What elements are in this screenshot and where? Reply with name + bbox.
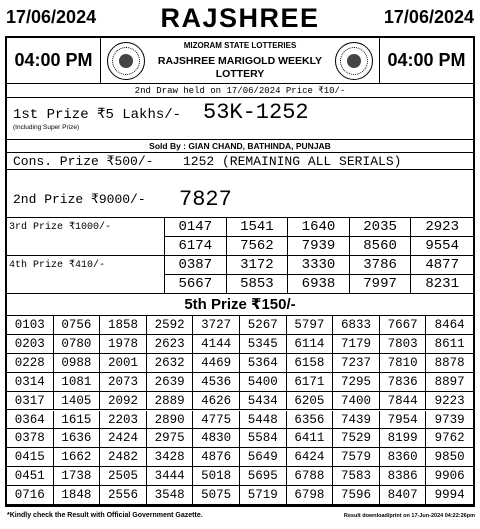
fourth-prize-label: 4th Prize ₹410/- xyxy=(7,256,165,294)
fourth-prize-numbers xyxy=(165,256,473,294)
prize-number: 6205 xyxy=(287,392,334,411)
prize-number: 0103 xyxy=(7,316,54,335)
first-prize-note: (Including Super Prize) xyxy=(13,124,80,131)
prize-number: 2639 xyxy=(147,373,194,392)
prize-number: 7237 xyxy=(333,354,380,373)
prize-number: 6114 xyxy=(287,335,334,354)
prize-number: 3428 xyxy=(147,448,194,467)
state-seal-icon xyxy=(107,42,145,80)
prize-number: 2424 xyxy=(100,429,147,448)
prize-number: 7939 xyxy=(288,237,350,256)
prize-number: 9762 xyxy=(426,429,473,448)
prize-number: 5400 xyxy=(240,373,287,392)
prize-number: 2556 xyxy=(100,486,147,505)
prize-number: 3172 xyxy=(227,256,289,275)
prize-number: 0317 xyxy=(7,392,54,411)
prize-number: 2623 xyxy=(147,335,194,354)
prize-number: 3444 xyxy=(147,467,194,486)
prize-number: 4775 xyxy=(193,411,240,430)
prize-number: 7810 xyxy=(380,354,427,373)
prize-number: 8199 xyxy=(380,429,427,448)
prize-number: 6788 xyxy=(287,467,334,486)
prize-number: 8231 xyxy=(411,275,473,294)
prize-number: 2482 xyxy=(100,448,147,467)
prize-number: 6833 xyxy=(333,316,380,335)
prize-number: 2001 xyxy=(100,354,147,373)
prize-number: 7803 xyxy=(380,335,427,354)
prize-number: 4469 xyxy=(193,354,240,373)
prize-number: 0147 xyxy=(165,218,227,237)
prize-number: 1848 xyxy=(54,486,101,505)
prize-number: 0378 xyxy=(7,429,54,448)
prize-number: 0415 xyxy=(7,448,54,467)
second-prize-number: 7827 xyxy=(179,187,232,212)
prize-number: 7596 xyxy=(333,486,380,505)
prize-number: 3548 xyxy=(147,486,194,505)
prize-number: 3330 xyxy=(288,256,350,275)
prize-number: 6411 xyxy=(287,429,334,448)
prize-number: 3727 xyxy=(193,316,240,335)
prize-number: 6158 xyxy=(287,354,334,373)
draw-time-right: 04:00 PM xyxy=(379,38,473,83)
prize-number: 0756 xyxy=(54,316,101,335)
lottery-name: RAJSHREE MARIGOLD WEEKLY LOTTERY xyxy=(157,55,323,80)
prize-number: 6798 xyxy=(287,486,334,505)
prize-number: 6424 xyxy=(287,448,334,467)
state-seal-icon xyxy=(335,42,373,80)
gazette-note: *Kindly check the Result with Official Government Gazette. xyxy=(7,512,203,519)
prize-number: 5667 xyxy=(165,275,227,294)
prize-number: 0716 xyxy=(7,486,54,505)
prize-number: 4877 xyxy=(411,256,473,275)
prize-number: 5719 xyxy=(240,486,287,505)
prize-number: 7400 xyxy=(333,392,380,411)
print-info: Result download/print on 17-Jun-2024 04:22:26pm xyxy=(343,513,475,519)
prize-number: 5584 xyxy=(240,429,287,448)
prize-number: 5075 xyxy=(193,486,240,505)
prize-number: 2889 xyxy=(147,392,194,411)
third-prize-numbers xyxy=(165,218,473,256)
prize-number: 7179 xyxy=(333,335,380,354)
prize-number: 0314 xyxy=(7,373,54,392)
first-prize-row xyxy=(7,98,473,140)
prize-number: 7439 xyxy=(333,411,380,430)
prize-number: 6171 xyxy=(287,373,334,392)
prize-number: 9850 xyxy=(426,448,473,467)
prize-number: 2632 xyxy=(147,354,194,373)
prize-number: 5853 xyxy=(227,275,289,294)
prize-number: 5695 xyxy=(240,467,287,486)
top-bar xyxy=(0,0,480,36)
prize-number: 9994 xyxy=(426,486,473,505)
prize-number: 4830 xyxy=(193,429,240,448)
prize-number: 7844 xyxy=(380,392,427,411)
prize-number: 0228 xyxy=(7,354,54,373)
prize-number: 1541 xyxy=(227,218,289,237)
prize-number: 5448 xyxy=(240,411,287,430)
prize-number: 7667 xyxy=(380,316,427,335)
draw-date-right: 17/06/2024 xyxy=(383,7,474,27)
lottery-header xyxy=(7,38,473,84)
prize-number: 1636 xyxy=(54,429,101,448)
draw-date-left: 17/06/2024 xyxy=(6,7,97,27)
fourth-prize-row xyxy=(7,256,473,294)
prize-number: 0387 xyxy=(165,256,227,275)
prize-number: 4536 xyxy=(193,373,240,392)
second-prize-row xyxy=(7,170,473,218)
prize-number: 7583 xyxy=(333,467,380,486)
prize-number: 6174 xyxy=(165,237,227,256)
fifth-prize-label: 5th Prize ₹150/- xyxy=(7,294,473,316)
prize-number: 2923 xyxy=(411,218,473,237)
result-sheet xyxy=(5,36,475,507)
first-prize-label: 1st Prize ₹5 Lakhs/- xyxy=(13,107,182,123)
prize-number: 2092 xyxy=(100,392,147,411)
prize-number: 1640 xyxy=(288,218,350,237)
cons-prize-text: 1252 (REMAINING ALL SERIALS) xyxy=(183,154,402,169)
prize-number: 8897 xyxy=(426,373,473,392)
prize-number: 5649 xyxy=(240,448,287,467)
prize-number: 0203 xyxy=(7,335,54,354)
prize-number: 1615 xyxy=(54,411,101,430)
third-prize-label: 3rd Prize ₹1000/- xyxy=(7,218,165,256)
prize-number: 5797 xyxy=(287,316,334,335)
brand-title: RAJSHREE xyxy=(160,3,320,33)
prize-number: 5434 xyxy=(240,392,287,411)
prize-number: 6356 xyxy=(287,411,334,430)
prize-number: 1738 xyxy=(54,467,101,486)
prize-number: 1081 xyxy=(54,373,101,392)
sold-by: Sold By : GIAN CHAND, BATHINDA, PUNJAB xyxy=(7,140,473,153)
prize-number: 5267 xyxy=(240,316,287,335)
prize-number: 2975 xyxy=(147,429,194,448)
prize-number: 5364 xyxy=(240,354,287,373)
prize-number: 0988 xyxy=(54,354,101,373)
prize-number: 0451 xyxy=(7,467,54,486)
fifth-prize-numbers xyxy=(7,316,473,505)
prize-number: 9906 xyxy=(426,467,473,486)
prize-number: 5018 xyxy=(193,467,240,486)
prize-number: 2592 xyxy=(147,316,194,335)
prize-number: 2505 xyxy=(100,467,147,486)
prize-number: 7529 xyxy=(333,429,380,448)
first-prize-number: 53K-1252 xyxy=(203,100,309,125)
prize-number: 9739 xyxy=(426,411,473,430)
prize-number: 2203 xyxy=(100,411,147,430)
prize-number: 8464 xyxy=(426,316,473,335)
prize-number: 4876 xyxy=(193,448,240,467)
prize-number: 4626 xyxy=(193,392,240,411)
prize-number: 5345 xyxy=(240,335,287,354)
cons-prize-label: Cons. Prize ₹500/- xyxy=(13,154,154,169)
prize-number: 1978 xyxy=(100,335,147,354)
prize-number: 8360 xyxy=(380,448,427,467)
prize-number: 4144 xyxy=(193,335,240,354)
prize-number: 9554 xyxy=(411,237,473,256)
footer xyxy=(5,510,475,526)
org-name: MIZORAM STATE LOTTERIES xyxy=(183,41,297,50)
prize-number: 7997 xyxy=(350,275,412,294)
prize-number: 7562 xyxy=(227,237,289,256)
prize-number: 6938 xyxy=(288,275,350,294)
prize-number: 2890 xyxy=(147,411,194,430)
cons-prize-row xyxy=(7,153,473,170)
prize-number: 0364 xyxy=(7,411,54,430)
prize-number: 8560 xyxy=(350,237,412,256)
prize-number: 7579 xyxy=(333,448,380,467)
prize-number: 8611 xyxy=(426,335,473,354)
prize-number: 8407 xyxy=(380,486,427,505)
third-prize-row xyxy=(7,218,473,256)
prize-number: 7954 xyxy=(380,411,427,430)
prize-number: 9223 xyxy=(426,392,473,411)
prize-number: 2073 xyxy=(100,373,147,392)
prize-number: 8386 xyxy=(380,467,427,486)
prize-number: 8878 xyxy=(426,354,473,373)
prize-number: 7836 xyxy=(380,373,427,392)
prize-number: 0780 xyxy=(54,335,101,354)
prize-number: 3786 xyxy=(350,256,412,275)
second-prize-label: 2nd Prize ₹9000/- xyxy=(13,192,146,207)
draw-time-left: 04:00 PM xyxy=(7,38,101,83)
draw-info: 2nd Draw held on 17/06/2024 Price ₹10/- xyxy=(7,85,473,98)
prize-number: 1662 xyxy=(54,448,101,467)
prize-number: 7295 xyxy=(333,373,380,392)
prize-number: 1858 xyxy=(100,316,147,335)
prize-number: 1405 xyxy=(54,392,101,411)
prize-number: 2035 xyxy=(350,218,412,237)
